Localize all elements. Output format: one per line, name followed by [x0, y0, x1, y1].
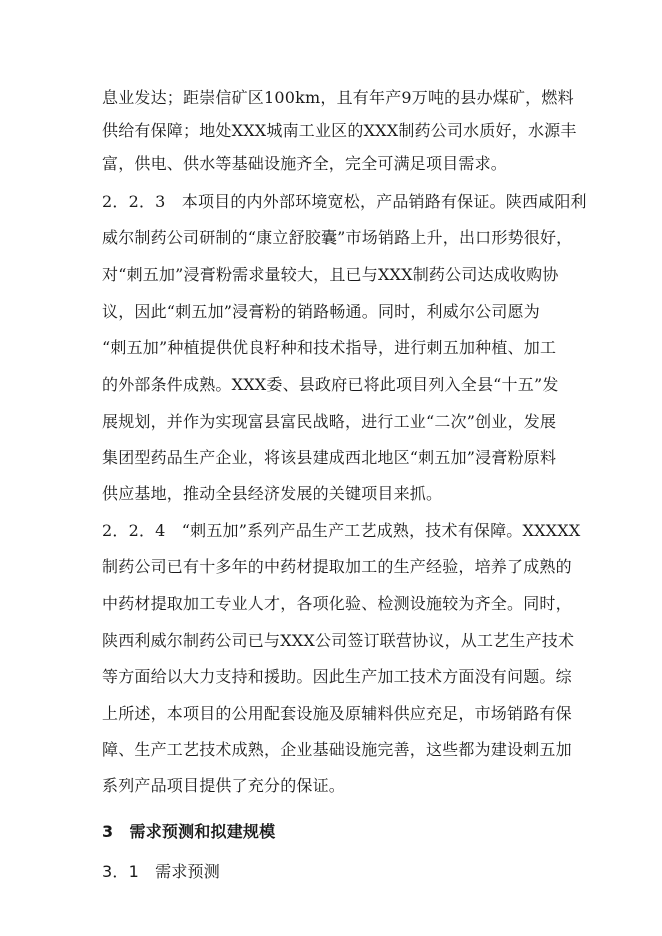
body-text-line: 威尔制药公司研制的“康立舒胶囊”市场销路上升，出口形势很好， — [102, 228, 573, 247]
body-text-line: 的外部条件成熟。XXX委、县政府已将此项目列入全县“十五”发 — [102, 375, 559, 394]
body-text-line: 集团型药品生产企业，将该县建成西北地区“刺五加”浸膏粉原料 — [102, 448, 557, 467]
body-text-line: 供给有保障；地处XXX城南工业区的XXX制药公司水质好，水源丰 — [102, 121, 577, 140]
body-text-line: 对“刺五加”浸膏粉需求量较大，且已与XXX制药公司达成收购协 — [102, 265, 559, 284]
body-text-line: 陕西利威尔制药公司已与XXX公司签订联营协议，从工艺生产技术 — [102, 631, 575, 650]
body-text-line: 富，供电、供水等基础设施齐全，完全可满足项目需求。 — [102, 154, 508, 173]
body-text-line: “刺五加”种植提供优良籽种和技术指导，进行刺五加种植、加工 — [102, 338, 557, 357]
body-text-line: 息业发达；距崇信矿区100km，且有年产9万吨的县办煤矿，燃料 — [102, 88, 574, 107]
body-text-line: 障、生产工艺技术成熟，企业基础设施完善，这些都为建设刺五加 — [102, 740, 572, 759]
subsection-heading: 3．1 需求预测 — [102, 862, 220, 881]
body-text-line: 等方面给以大力支持和援助。因此生产加工技术方面没有问题。综 — [102, 667, 572, 686]
body-text-line: 供应基地，推动全县经济发展的关键项目来抓。 — [102, 484, 443, 503]
body-text-line: 议，因此“刺五加”浸膏粉的销路畅通。同时，利威尔公司愿为 — [102, 302, 540, 321]
body-text-line: 制药公司已有十多年的中药材提取加工的生产经验，培养了成熟的 — [102, 557, 572, 576]
body-text-line: 2．2．4 “刺五加”系列产品生产工艺成熟，技术有保障。XXXXX — [102, 521, 581, 540]
body-text-line: 中药材提取加工专业人才，各项化验、检测设施较为齐全。同时， — [102, 594, 572, 613]
body-text-line: 上所述，本项目的公用配套设施及原辅料供应充足，市场销路有保 — [102, 704, 572, 723]
body-text-line: 2．2．3 本项目的内外部环境宽松，产品销路有保证。陕西咸阳利 — [102, 192, 587, 211]
body-text-line: 展规划，并作为实现富县富民战略，进行工业“二次”创业，发展 — [102, 412, 557, 431]
body-text-line: 系列产品项目提供了充分的保证。 — [102, 776, 346, 795]
section-heading: 3 需求预测和拟建规模 — [102, 822, 276, 841]
